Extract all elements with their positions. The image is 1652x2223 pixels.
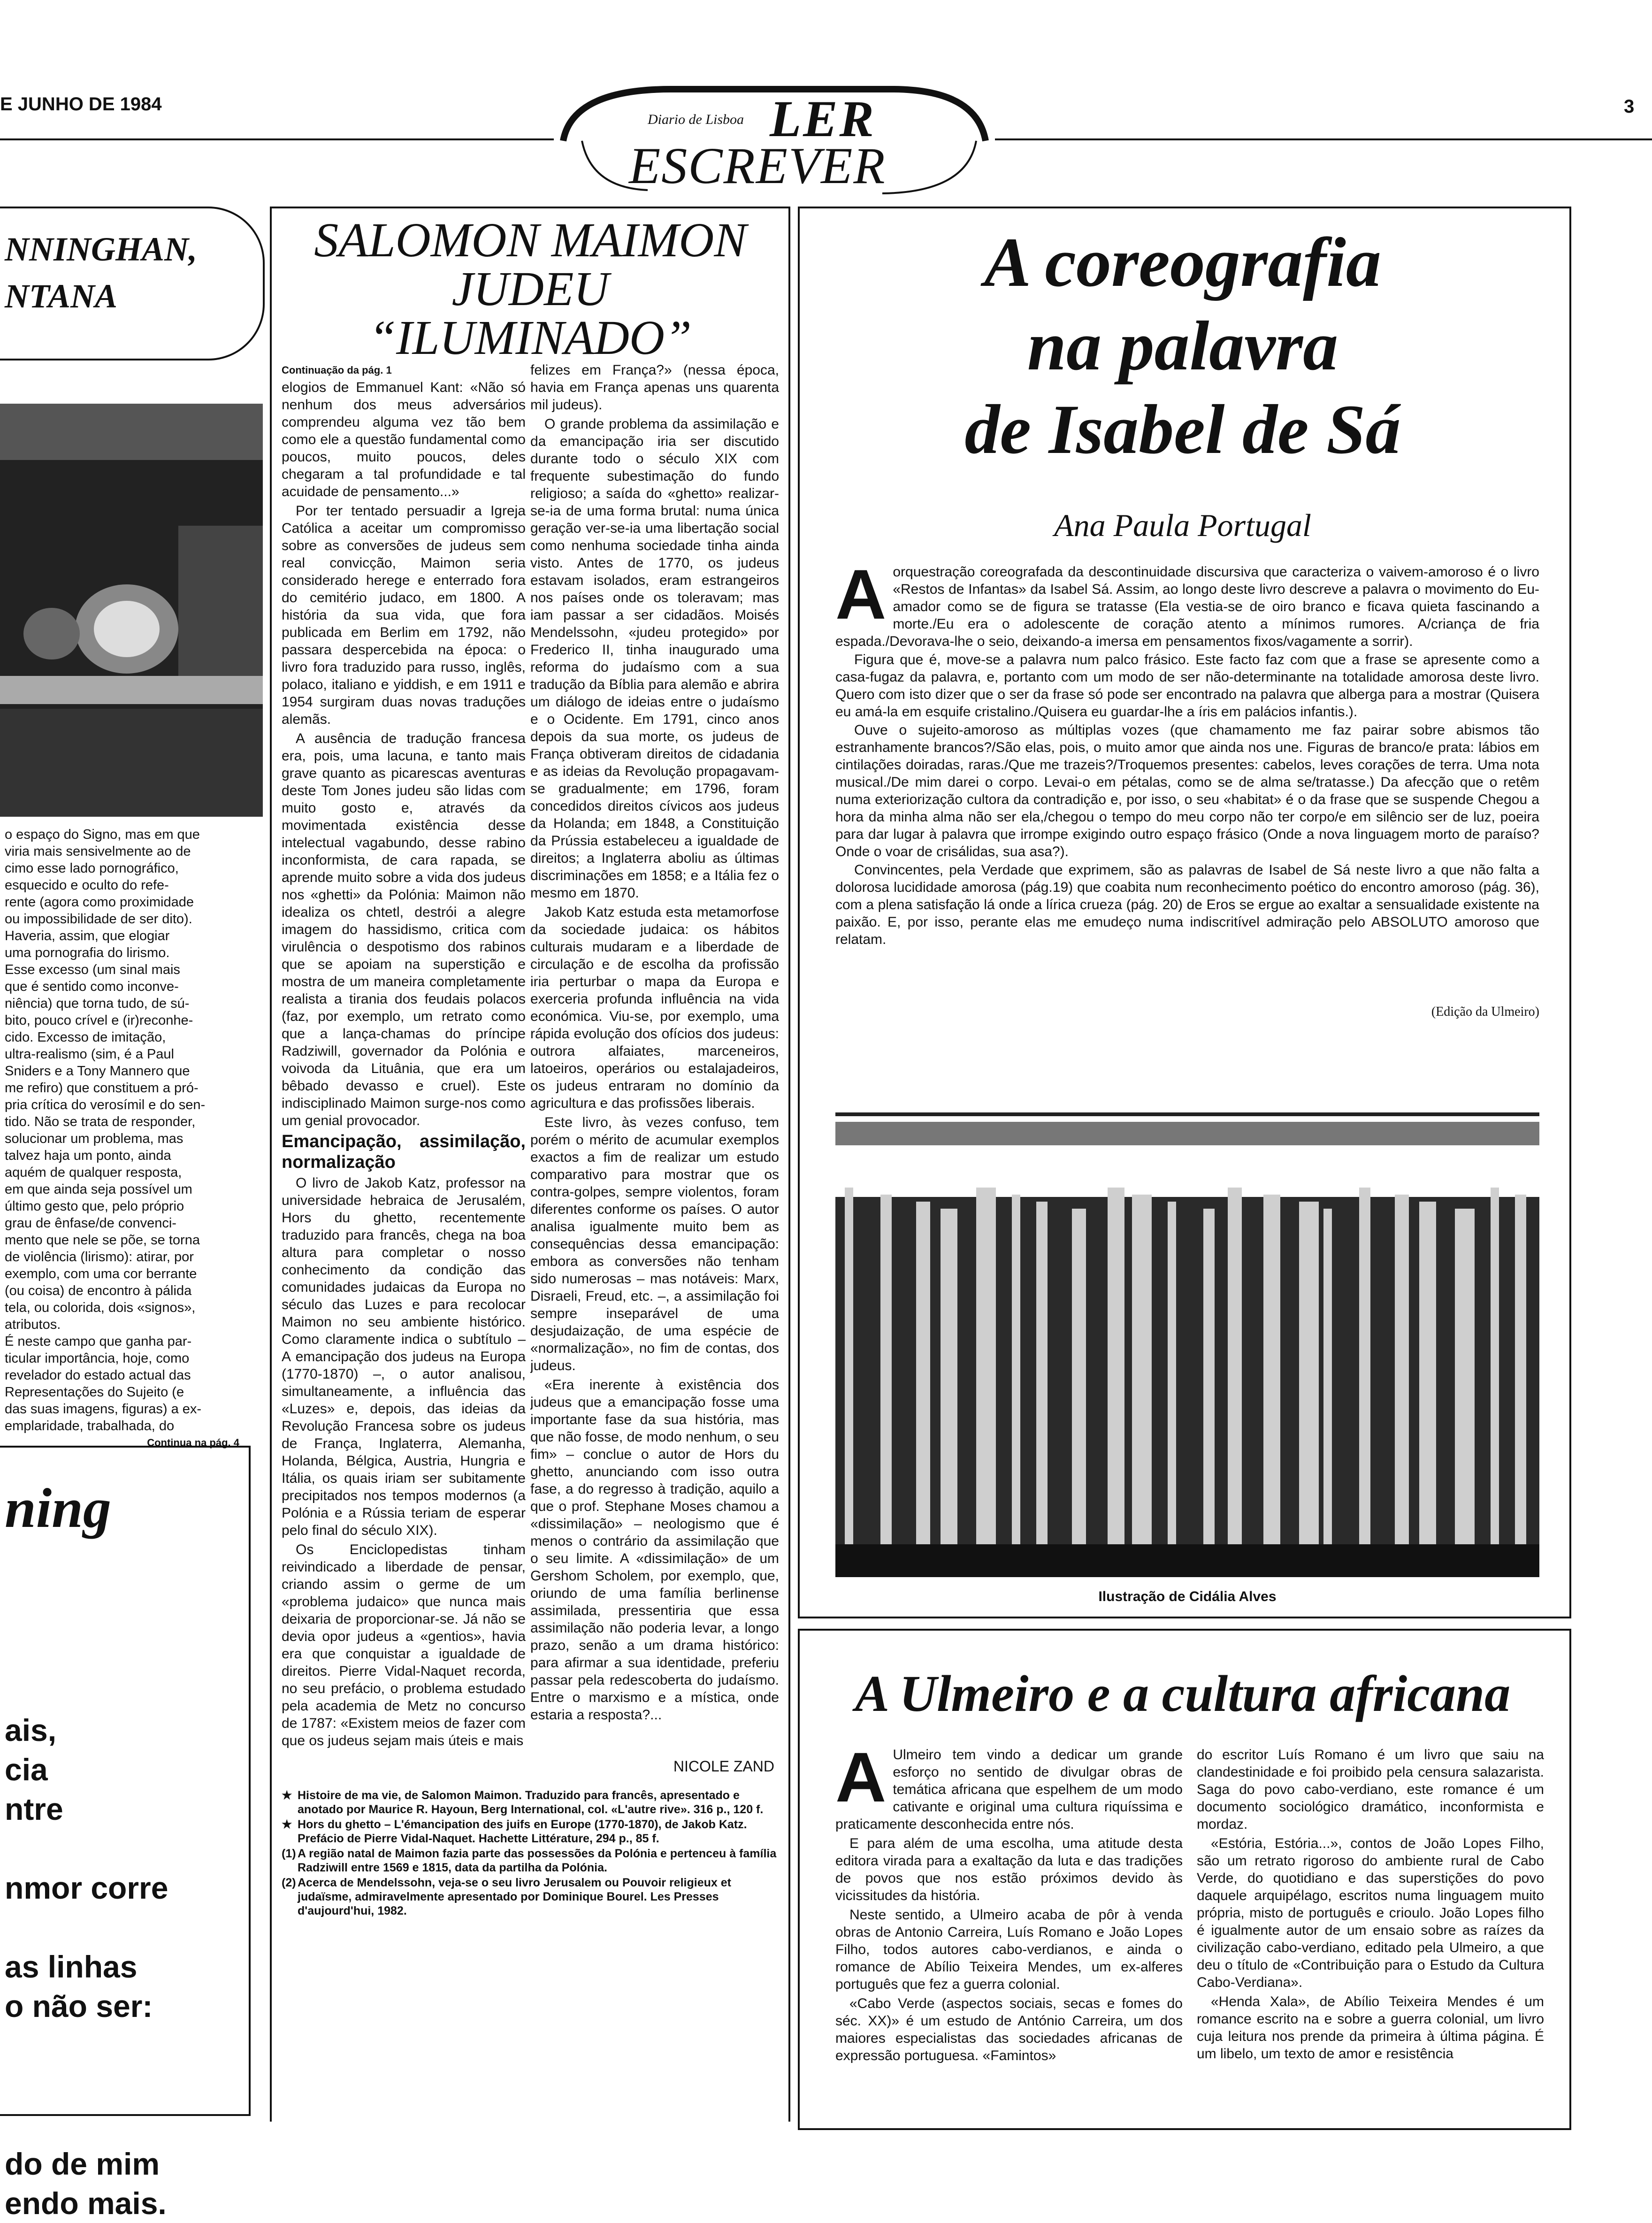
left-strip-line: pria crítica do verosímil e do sen- xyxy=(5,1097,206,1112)
left-box-line: endo mais. xyxy=(5,2186,167,2221)
ulmeiro-p3: Neste sentido, a Ulmeiro acaba de pôr à venda obras de Antonio Carreira, Luís Romano e João Lopes Filho, todos autores cabo-verdianos, e ainda o romance de Abílio Teixeira Mendes, um ex-alferes português que fez a guerra colonial. xyxy=(835,1907,1183,1992)
left-strip-line: emplaridade, trabalhada, do xyxy=(5,1418,175,1433)
maimon-p4: O livro de Jakob Katz, professor na universidade hebraica de Jerusalém, Hors du ghetto, recentemente traduzido para francês, chega na boa altura para completar o nosso conhecimento da condição das comunidades judaicas da Europa no século das Luzes e para recolocar Maimon no seu ambiente histórico. Como claramente indica o subtítulo – A emancipação dos judeus na Europa (1770-1870) –, o autor analisou, simultaneamente, a influência das «Luzes» e, depois, das ideias da Revolução Francesa sobre os judeus de França, Inglaterra, Alemanha, Holanda, Bélgica, Austria, Hungria e Itália, os quais iriam ser subitamente precipitados nos tempos modernos (a Polónia e a Rússia teriam de esperar pelo final do século XIX). xyxy=(282,1175,526,1538)
left-strip-line: das suas imagens, figuras) a ex- xyxy=(5,1402,202,1417)
coreografia-p1: orquestração coreografada da descontinuidade discursiva que caracteriza o vaivem-amoroso é o livro «Restos de Infantas» da Isabel Sá. Assim, ao longo deste livro descreve a palavra o movimento do Eu-amador como se de figura se tratasse (Ela vestia-se de oiro branco e ficava quieta fascinando a morte./Eu era o adolescente de coração atento a mínimos rumores. A/criança de fria espada./Devorava-lhe o seio, deixando-a imersa em pensamentos fixos/vagamente a sorrir). xyxy=(835,564,1539,649)
tree-trunk xyxy=(1263,1195,1280,1551)
maimon-title-1: SALOMON MAIMON xyxy=(314,213,747,267)
maimon-note: (2) Acerca de Mendelssohn, veja-se o seu livro Jerusalem ou Pouvoir religieux et judaïsme, admiravelmente apresentado por Dominique Bourel. Les Presses d'aujourd'hui, 1982. xyxy=(282,1876,731,1917)
tree-trunk xyxy=(941,1209,957,1565)
maimon-p5: Os Enciclopedistas tinham reivindicado a liberdade de pensar, criando assim o germe de um «problema judaico» que nunca mais deixaria de proporcionar-se. Já não se devia opor judeus a «gentios», havia era que conquistar a igualdade de direitos. Pierre Vidal-Naquet recorda, no seu prefácio, o problema estudado pela academia de Metz no concurso de 1787: «Existem meios de fazer com que os judeus sejam mais úteis e mais xyxy=(282,1542,526,1748)
coreografia-illustration xyxy=(835,1047,1539,1582)
tree-trunk xyxy=(1108,1188,1124,1544)
left-strip-line: tela, ou colorida, dois «signos», xyxy=(5,1300,196,1315)
left-strip-line: talvez haja um ponto, ainda xyxy=(5,1148,171,1163)
left-strip-line: Esse excesso (um sinal mais xyxy=(5,962,180,977)
left-strip-heading-2: NTANA xyxy=(5,277,118,315)
left-box-line: cia xyxy=(5,1752,48,1787)
maimon-rule-left xyxy=(270,207,272,2122)
left-box-lines xyxy=(5,1710,239,2223)
left-box-line xyxy=(5,2065,239,2105)
forest-illustration xyxy=(835,1047,1539,1582)
coreografia-caption: Ilustração de Cidália Alves xyxy=(1098,1589,1277,1604)
left-strip-line: que é sentido como inconve- xyxy=(5,979,179,994)
left-strip-line: (ou coisa) de encontro à pálida xyxy=(5,1283,192,1298)
maimon-title-2: JUDEU xyxy=(451,262,609,316)
masthead-ler: LER xyxy=(770,90,876,147)
tree-trunk xyxy=(1168,1202,1176,1558)
left-box-line: ntre xyxy=(5,1792,63,1826)
left-strip-line: revelador do estado actual das xyxy=(5,1368,191,1383)
maimon-rule-top xyxy=(270,207,790,208)
left-strip-line: atributos. xyxy=(5,1317,61,1332)
tree-trunk xyxy=(1395,1195,1409,1551)
header-date: E JUNHO DE 1984 xyxy=(0,94,162,115)
tree-trunk xyxy=(916,1202,930,1558)
maimon-note: (1) A região natal de Maimon fazia parte das possessões da Polónia e pertenceu à família Radziwill entre 1569 e 1815, data da partilha da Polónia. xyxy=(282,1847,777,1874)
ulmeiro-col2 xyxy=(1197,1746,1544,2103)
left-strip-line: Haveria, assim, que elogiar xyxy=(5,928,170,943)
left-strip-line: exemplo, com uma cor berrante xyxy=(5,1266,197,1281)
tree-trunk xyxy=(845,1188,853,1544)
coreografia-title-1: A coreografia xyxy=(984,223,1381,301)
tree-trunk xyxy=(1036,1202,1048,1558)
ulmeiro-dropcap: A xyxy=(835,1746,887,1817)
tree-trunk xyxy=(1299,1202,1319,1558)
left-strip-photo xyxy=(0,404,263,817)
ulmeiro-title: A Ulmeiro e a cultura africana xyxy=(855,1665,1511,1722)
coreografia-edition: (Edição da Ulmeiro) xyxy=(1431,1004,1539,1019)
maimon-rule-right xyxy=(788,207,790,2122)
left-strip-line: ou impossibilidade de ser dito). xyxy=(5,912,192,927)
left-strip-line: Sniders e a Tony Mannero que xyxy=(5,1064,190,1079)
tree-trunk xyxy=(1203,1209,1215,1565)
left-box-line: o não ser: xyxy=(5,1989,153,2024)
coreografia-p2: Figura que é, move-se a palavra num palco frásico. Este facto faz com que a frase se apresente como a casa-fugaz da palavra, e, portanto com um modo de ser não-determinante na totalidade amorosa deste livro. Quero com isto dizer que o ser da frase só pode ser encontrado na palavra que alberga para a mostrar (Quisera eu amá-la em esquife cristalino./Quisera eu guardar-lhe a íris em palácios infantis.). xyxy=(835,652,1539,720)
maimon-p7: O grande problema da assimilação e da emancipação iria ser discutido durante todo o século XIX com frequente subestimação do fundo religioso; a saída do «ghetto» realizar-se-ia de uma forma brutal: numa única geração ver-se-ia uma libertação social como nenhuma sociedade tinha ainda visto. Antes de 1770, os judeus estavam isolados, eram estrangeiros nos países onde os toleravam; mas iam passar a ser cidadãos. Moisés Mendelssohn, «judeu protegido» por Frederico II, tinha inaugurado uma reforma do judaísmo com a sua tradução da Bíblia para alemão e abrira um diálogo de ideias entre o judaísmo e o Ocidente. Em 1791, cinco anos depois da sua morte, os judeus de França obtiveram direitos de cidadania e as ideias da Revolução propagavam-se gradualmente; em 1796, foram concedidos direitos cívicos aos judeus da Holanda; em 1848, a Constituição da Prússia estabeleceu a igualdade de direitos; a Inglaterra aboliu as últimas discriminações em 1858; e a Itália fez o mesmo em 1870. xyxy=(530,416,779,901)
coreografia-title-2: na palavra xyxy=(1027,307,1338,385)
left-box-line: ais, xyxy=(5,1713,57,1748)
left-box-line xyxy=(5,1829,239,1868)
left-strip-line: me refiro) que constituem a pró- xyxy=(5,1081,199,1096)
tree-trunk xyxy=(1072,1209,1086,1565)
left-box-line xyxy=(5,2105,239,2144)
ulmeiro-p4: «Cabo Verde (aspectos sociais, secas e fomes do séc. XX)» é um estudo de António Carreira, um dos maiores especialistas das sociedades africanas de expressão portuguesa. «Famintos» xyxy=(835,1996,1183,2063)
ulmeiro-p1: Ulmeiro tem vindo a dedicar um grande esforço no sentido de divulgar obras de temática africana que espelhem de um modo cativante e original uma cultura riquíssima e praticamente desconhecida entre nós. xyxy=(835,1747,1183,1832)
ulmeiro-p2: E para além de uma escolha, uma atitude desta editora virada para a exaltação da luta e das tradições de povos que nos estão próximos devido às vicissitudes da história. xyxy=(835,1836,1183,1903)
left-box-line: do de mim xyxy=(5,2146,160,2181)
left-strip-line: mento que nele se põe, se torna xyxy=(5,1233,200,1248)
left-strip-continua: Continua na pág. 4 xyxy=(147,1437,239,1449)
maimon-subheading: Emancipação, assimilação, normalização xyxy=(282,1132,526,1172)
left-strip-line: ticular importância, hoje, como xyxy=(5,1351,190,1366)
coreografia-p4: Convincentes, pela Verdade que exprimem, são as palavras de Isabel de Sá neste livro a que não falta a dolorosa lucididade amorosa (pág.19) que coabita num reconhecimento poético do encontro amoroso (pág. 36), com a plena satisfação lá onde a lírica crueza (pág. 20) de Eros se ergue ao exaltar a sensualidade existente na paixão. E, por isso, perante elas me emudeço numa indiscritível admiração pelo ABSOLUTO amoroso que relatam. xyxy=(835,862,1539,947)
coreografia-author: Ana Paula Portugal xyxy=(1054,507,1311,543)
left-strip-line: rente (agora como proximidade xyxy=(5,895,194,910)
left-strip-line: último gesto que, pelo próprio xyxy=(5,1199,184,1214)
car-photo xyxy=(0,404,263,817)
maimon-title xyxy=(272,213,788,365)
left-strip-line: tido. Não se trata de responder, xyxy=(5,1114,196,1129)
maimon-notes xyxy=(282,1788,779,1919)
left-box-title: ning xyxy=(5,1477,111,1539)
left-strip-line: de violência (lirismo): atirar, por xyxy=(5,1249,194,1265)
coreografia-body xyxy=(835,555,1539,949)
left-box-line xyxy=(5,2026,239,2065)
ulmeiro-p6: «Estória, Estória...», contos de João Lopes Filho, são um retrato rigoroso do ambiente rural de Cabo Verde, do quotidiano e das superstições do povo daquele arquipélago, escritos numa linguagem muito própria, misto de português e crioulo. João Lopes filho é igualmente autor de um ensaio sobre as raízes da civilização cabo-verdiano, editado pela Ulmeiro, a que deu o título de «Contribuição para o Estudo da Cultura Cabo-Verdiana». xyxy=(1197,1836,1544,1990)
maimon-col2 xyxy=(530,361,779,1751)
tree-trunk xyxy=(1132,1195,1152,1551)
left-strip-line: o espaço do Signo, mas em que xyxy=(5,827,200,842)
maimon-p10: «Era inerente à existência dos judeus que a emancipação fosse uma importante fase da sua história, mas que não fosse, de modo nenhum, o seu fim» – conclue o autor de Hors du ghetto, anunciando com isso outra fase, a do regresso à tradição, aquilo a que o prof. Stephane Moses chamou a «dissimilação» – neologismo que é menos o contrário da assimilação que o seu limite. A «dissimilação» de um Gershom Scholem, por exemplo, que, oriundo de uma família berlinense assimilada, pressentiria que essa assimilação não poderia levar, a longo prazo, senão a um drama histórico: para afirmar a sua identidade, preferiu passar pela redescoberta do judaísmo. Entre o marxismo e a mística, onde estaria a resposta?... xyxy=(530,1377,779,1723)
maimon-col1 xyxy=(282,361,526,1784)
left-box-line: nmor corre xyxy=(5,1870,168,1905)
tree-trunk xyxy=(1491,1188,1499,1544)
left-strip-line: grau de ênfase/de convenci- xyxy=(5,1216,176,1231)
coreografia-title xyxy=(803,221,1563,471)
maimon-note: ★ Hors du ghetto – L'émancipation des juifs en Europe (1770-1870), de Jakob Katz. Prefácio de Pierre Vidal-Naquet. Hachette Littérature, 294 p., 85 f. xyxy=(282,1818,747,1845)
header-rule-right xyxy=(995,138,1652,140)
coreografia-title-3: de Isabel de Sá xyxy=(964,391,1401,468)
left-box-line xyxy=(5,1908,239,1947)
left-strip-line: viria mais sensivelmente ao de xyxy=(5,844,191,859)
left-strip-line: solucionar um problema, mas xyxy=(5,1131,184,1146)
masthead-small: Diario de Lisboa xyxy=(648,112,744,127)
maimon-title-3: “ILUMINADO” xyxy=(369,311,692,365)
maimon-p2: Por ter tentado persuadir a Igreja Católica a aceitar um compromisso sobre as conversões de judeus sem real convicção, Maimon seria considerado herege e enterrado fora do cemitério judaco, em 1800. A história da sua vida, que fora publicada em Berlim em 1792, não passara despercebida na época: o livro fora traduzido para russo, inglês, polaco, italiano e yiddish, e em 1911 e 1954 surgiram duas novas traduções alemãs. xyxy=(282,503,526,727)
ulmeiro-col1 xyxy=(835,1746,1183,2103)
tree-trunk xyxy=(1515,1195,1526,1551)
left-strip-line: esquecido e oculto do refe- xyxy=(5,878,169,893)
maimon-p9: Este livro, às vezes confuso, tem porém o mérito de acumular exemplos exactos a fim de realizar um estudo comparativo para mostrar que os contra-golpes, sempre violentos, foram diferentes conforme os países. O autor analisa igualmente muito bem as consequências dessa emancipação: embora as conversões não tenham sido numerosas – mas notáveis: Marx, Disraeli, Freud, etc. –, a assimilação foi sempre inseparável de uma desjudaização, de uma espécie de «normalização», no fim de contas, dos judeus. xyxy=(530,1115,779,1373)
maimon-continuacao: Continuação da pág. 1 xyxy=(282,364,392,376)
maimon-p3: A ausência de tradução francesa era, pois, uma lacuna, e tanto mais grave quanto as picarescas aventuras deste Tom Jones judeu são lidas com muito gosto e, através da movimentada existência desse intelectual vagabundo, desse rabino inconformista, de cara rapada, se aprende muito sobre a vida dos judeus nos «ghetti» da Polónia: Maimon não idealiza os chtetl, destrói a alegre imagem do hassidismo, critica com virulência o despotismo dos rabinos que se apoiam na superstição e mostra de um maneira completamente realista a tirania dos feudais polacos (faz, por exemplo, um retrato como que a lança-chamas do príncipe Radziwill, governador da Polónia e voivoda da Lituânia, que era um bêbado devasso e cruel). Este indisciplinado Maimon surge-nos como um genial provocador. xyxy=(282,731,526,1128)
masthead xyxy=(554,70,995,197)
left-strip-line: niência) que torna tudo, de sú- xyxy=(5,996,190,1011)
left-strip-line: É neste campo que ganha par- xyxy=(5,1334,192,1349)
tree-trunk xyxy=(1419,1202,1436,1558)
tree-trunk xyxy=(880,1195,892,1551)
tree-trunk xyxy=(1323,1209,1332,1565)
maimon-author: NICOLE ZAND xyxy=(673,1758,774,1775)
masthead-escrever: ESCREVER xyxy=(629,137,886,194)
left-strip-line: em que ainda seja possível um xyxy=(5,1182,192,1197)
left-strip-line: aquém de qualquer resposta, xyxy=(5,1165,182,1180)
left-strip-line: ultra-realismo (sim, é a Paul xyxy=(5,1047,174,1062)
left-strip-line: Representações do Sujeito (e xyxy=(5,1385,184,1400)
left-strip-text xyxy=(5,826,239,1451)
page-number: 3 xyxy=(1624,96,1635,117)
maimon-p8: Jakob Katz estuda esta metamorfose da sociedade judaica: os hábitos culturais mudaram e a liberdade de circulação e de escolha da profissão iria perturbar o mapa da Europa e exerceria profunda influência na vida económica. Viu-se, por exemplo, uma rápida evolução dos ofícios dos judeus: outrora alfaiates, marceneiros, latoeiros, operários ou estalajadeiros, os judeus entraram no domínio da agricultura e das profissões liberais. xyxy=(530,905,779,1111)
left-strip-line: cimo esse lado pornográfico, xyxy=(5,861,179,876)
header-rule xyxy=(0,138,554,140)
tree-trunk xyxy=(1455,1209,1475,1565)
tree-trunk xyxy=(1012,1195,1020,1551)
coreografia-dropcap: A xyxy=(835,555,887,634)
left-strip-line: uma pornografia do lirismo. xyxy=(5,945,170,960)
maimon-p1: elogios de Emmanuel Kant: «Não só nenhum dos meus adversários comprendeu alguma vez tão bem como ele a questão fundamental como poucos, muito poucos, deles chegaram a tal profundidade e tal acuidade de pensamento...» xyxy=(282,380,526,499)
left-strip-heading-1: NNINGHAN, xyxy=(5,230,198,268)
tree-trunk xyxy=(1359,1188,1370,1544)
ulmeiro-p5: do escritor Luís Romano é um livro que saiu na clandestinidade e foi proibido pela censura salazarista. Saga do povo cabo-verdiano, este romance é um documento sociológico dramático, inconformista e mordaz. xyxy=(1197,1747,1544,1832)
ulmeiro-p7: «Henda Xala», de Abílio Teixeira Mendes é um romance escrito na e sobre a guerra colonial, um livro cuja leitura nos prende da primeira à última página. É um libelo, um texto de amor e resistência xyxy=(1197,1994,1544,2062)
maimon-note: ★ Histoire de ma vie, de Salomon Maimon. Traduzido para francês, apresentado e anotado por Maurice R. Hayoun, Berg International, col. «L'autre rive». 316 p., 120 f. xyxy=(282,1789,764,1816)
left-box-line: as linhas xyxy=(5,1949,138,1984)
tree-trunk xyxy=(1228,1188,1242,1544)
left-strip-line: cido. Excesso de imitação, xyxy=(5,1030,166,1045)
tree-trunk xyxy=(976,1188,996,1544)
left-strip-box xyxy=(0,1446,251,2221)
left-strip-line: bito, pouco crível e (ir)reconhe- xyxy=(5,1013,193,1028)
coreografia-p3: Ouve o sujeito-amoroso as múltiplas vozes (que chamamento me faz pairar sobre abismos tão estranhamente brancos?/São elas, pois, o muito amor que ainda nos une. Figuras de branco/e prata: lábios em cintilações doiradas, raras./Que me trazeis?/Troquemos presentes: cabelos, leves corações de terra. Uma nota musical./De mim darei o corpo. Levai-o em pétalas, como se de alma se/tratasse.) Da afecção que o retêm numa exteriorização cultora da contradição e, por isso, o seu «habitat» é o da frase que se suspende Chegou a hora da minha alma não ser ela,/chegou o tempo do meu corpo não ter corpo/e em silêncio ser de luz, poeira para dar lugar à palavra que irrompe exigindo outro espaço frásico (Onde a nova linguagem morto de paraíso? Onde o voar de crisálidas, sua asa?). xyxy=(835,722,1539,859)
maimon-p6: felizes em França?» (nessa época, havia em França apenas uns quarenta mil judeus). xyxy=(530,362,779,413)
